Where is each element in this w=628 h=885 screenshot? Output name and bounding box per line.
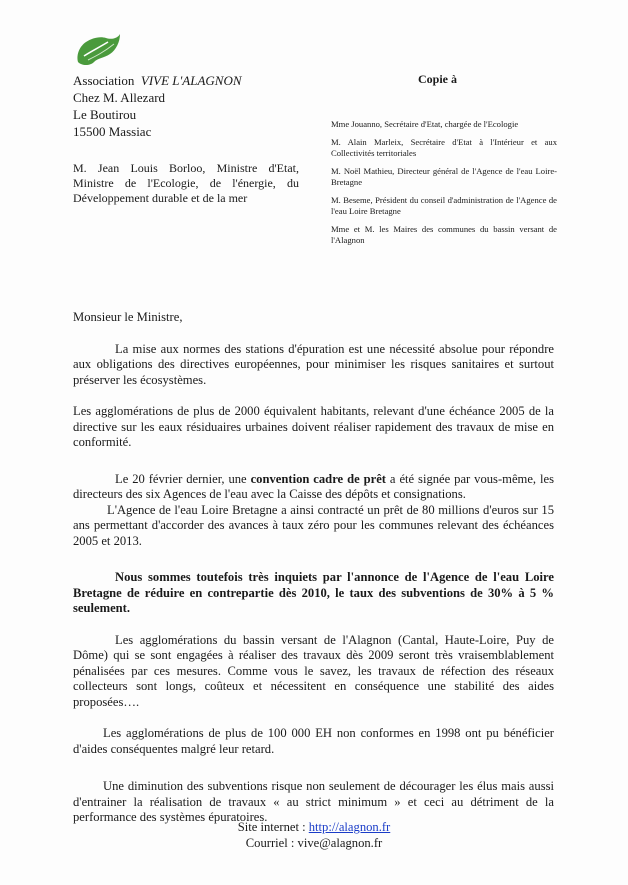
paragraph-1: La mise aux normes des stations d'épuration est une nécessité absolue pour répondre aux obligations des directives européennes, pour minimiser les risques sanitaires et surtout préserver les écosystèmes. (73, 341, 554, 387)
association-logo-icon (74, 32, 122, 68)
convention-highlight: convention cadre de prêt (250, 471, 386, 486)
site-line: Site internet : http://alagnon.fr (237, 820, 391, 834)
copy-title: Copie à (418, 72, 457, 86)
recipient-address: M. Jean Louis Borloo, Ministre d'Etat, Ministre de l'Ecologie, de l'énergie, du Développement durable et de la mer (73, 161, 299, 205)
mail-address: vive@alagnon.fr (297, 836, 383, 850)
paragraph-5: Nous sommes toutefois très inquiets par l'annonce de l'Agence de l'eau Loire Bretagne de réduire en contrepartie dès 2010, le taux des subventions de 30% à 5 % seulement. (73, 570, 554, 615)
site-link[interactable]: http://alagnon.fr (308, 820, 391, 834)
letter-body (73, 310, 554, 826)
copy-item: M. Beseme, Président du conseil d'administration de l'Agence de l'eau Loire Bretagne (331, 195, 557, 216)
sender-org: Association VIVE L'ALAGNON (73, 73, 242, 88)
copy-list (331, 119, 557, 253)
paragraph-7: Les agglomérations de plus de 100 000 EH non conformes en 1998 ont pu bénéficier d'aides conséquentes malgré leur retard. (73, 726, 554, 756)
paragraph-4: L'Agence de l'eau Loire Bretagne a ainsi contracté un prêt de 80 millions d'euros sur 15 ans permettant d'accorder des avances à taux zéro pour les communes relevant des échéances 2005 et 2013. (73, 502, 554, 548)
copy-item: Mme Jouanno, Secrétaire d'Etat, chargée de l'Ecologie (331, 119, 519, 129)
copy-item: M. Alain Marleix, Secrétaire d'Etat à l'Intérieur et aux Collectivités territoriales (331, 137, 557, 158)
greeting: Monsieur le Ministre, (73, 310, 183, 324)
copy-item: Mme et M. les Maires des communes du bassin versant de l'Alagnon (331, 224, 557, 245)
sender-line3: Le Boutirou (73, 107, 137, 122)
paragraph-8: Une diminution des subventions risque non seulement de décourager les élus mais aussi d'entrainer la réalisation de travaux « au strict minimum » et ceci au détriment de la performance des systèmes épuratoires. (73, 779, 554, 824)
paragraph-2: Les agglomérations de plus de 2000 équivalent habitants, relevant d'une échéance 2005 de la directive sur les eaux résiduaires urbaines doivent réaliser rapidement des travaux de mise en conformité. (73, 404, 554, 449)
paragraph-3: Le 20 février dernier, une convention cadre de prêt a été signée par vous-même, les directeurs des six Agences de l'eau avec la Caisse des dépôts et consignations. (73, 471, 554, 501)
sender-line4: 15500 Massiac (73, 124, 152, 139)
sender-line2: Chez M. Allezard (73, 90, 166, 105)
sender-address (73, 72, 242, 140)
footer-contact (0, 819, 628, 851)
paragraph-6: Les agglomérations du bassin versant de l'Alagnon (Cantal, Haute-Loire, Puy de Dôme) qui se sont engagées à réaliser des travaux dès 2009 seront très vraisemblablement pénalisées par ces mesures. Comme vous le savez, les travaux de réfection des réseaux collecteurs sont longs, coûteux et nécessitent en conséquence une stabilité des aides proposées…. (73, 632, 554, 709)
copy-item: M. Noël Mathieu, Directeur général de l'Agence de l'eau Loire-Bretagne (331, 166, 557, 187)
org-name: VIVE L'ALAGNON (140, 73, 242, 88)
mail-line: Courriel : vive@alagnon.fr (245, 836, 383, 850)
